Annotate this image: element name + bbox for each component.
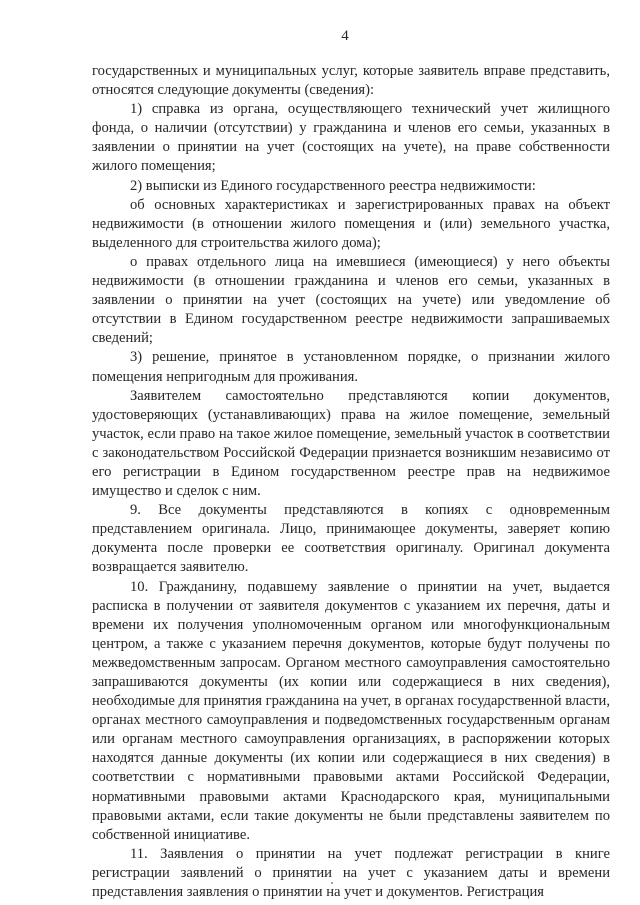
paragraph-section-10: 10. Гражданину, подавшему заявление о принятии на учет, выдается расписка в получении от заявителя документов с указанием их перечня, даты и времени их получения уполномоченным органом или многофункциональным центром, а также с указанием перечня документов, которые будут получены по межведомственным запросам. Органом местного самоуправления самостоятельно запрашиваются документы (их копии или содержащиеся в них сведения), необходимые для принятия гражданина на учет, в органах государственной власти, органах местного самоуправления и подведомственных государственным органам или органам местного самоуправления организациях, в распоряжении которых находятся данные документы (их копии или содержащиеся в них сведения) в соответствии с нормативными правовыми актами Российской Федерации, нормативными правовыми актами Краснодарского края, муниципальными правовыми актами, если такие документы не были представлены заявителем по собственной инициативе. xyxy=(92,578,610,843)
paragraph-item-2: 2) выписки из Единого государственного реестра недвижимости: xyxy=(130,177,536,194)
paragraph-subitem-characteristics: об основных характеристиках и зарегистрированных правах на объект недвижимости (в отношении жилого помещения и (или) земельного участка, выделенного для строительства жилого дома); xyxy=(92,196,610,251)
page-number: 4 xyxy=(341,28,349,44)
paragraph-subitem-rights: о правах отдельного лица на имевшиеся (имеющиеся) у него объекты недвижимости (в отношении гражданина и членов его семьи, указанных в заявлении о принятии на учет (состоящих на учете) или уведомление об отсутствии в Едином государственном реестре недвижимости запрашиваемых сведений; xyxy=(92,253,610,347)
scan-speck xyxy=(331,882,333,884)
paragraph-item-1: 1) справка из органа, осуществляющего технический учет жилищного фонда, о наличии (отсутствии) у гражданина и членов его семьи, указанных в заявлении о принятии на учет (состоящих на учете), на праве собственности жилого помещения; xyxy=(92,101,610,175)
paragraph-applicant-copies: Заявителем самостоятельно представляются копии документов, удостоверяющих (устанавливающих) права на жилое помещение, земельный участок, если право на такое жилое помещение, земельный участок в соответствии с законодательством Российской Федерации признается возникшим независимо от его регистрации в Едином государственном реестре прав на недвижимое имущество и сделок с ним. xyxy=(92,387,610,500)
paragraph-continuation: государственных и муниципальных услуг, которые заявитель вправе представить, относятся следующие документы (сведения): xyxy=(92,63,610,99)
document-body xyxy=(92,62,610,902)
paragraph-section-9: 9. Все документы представляются в копиях с одновременным представлением оригинала. Лицо, принимающее документы, заверяет копию документа после проверки ее соответствия оригиналу. Оригинал документа возвращается заявителю. xyxy=(92,502,610,576)
paragraph-item-3: 3) решение, принятое в установленном порядке, о признании жилого помещения непригодным для проживания. xyxy=(92,349,610,385)
paragraph-section-11: 11. Заявления о принятии на учет подлежат регистрации в книге регистрации заявлений о принятии на учет с указанием даты и времени представления заявления о принятии на учет и документов. Регистрация xyxy=(92,845,610,901)
